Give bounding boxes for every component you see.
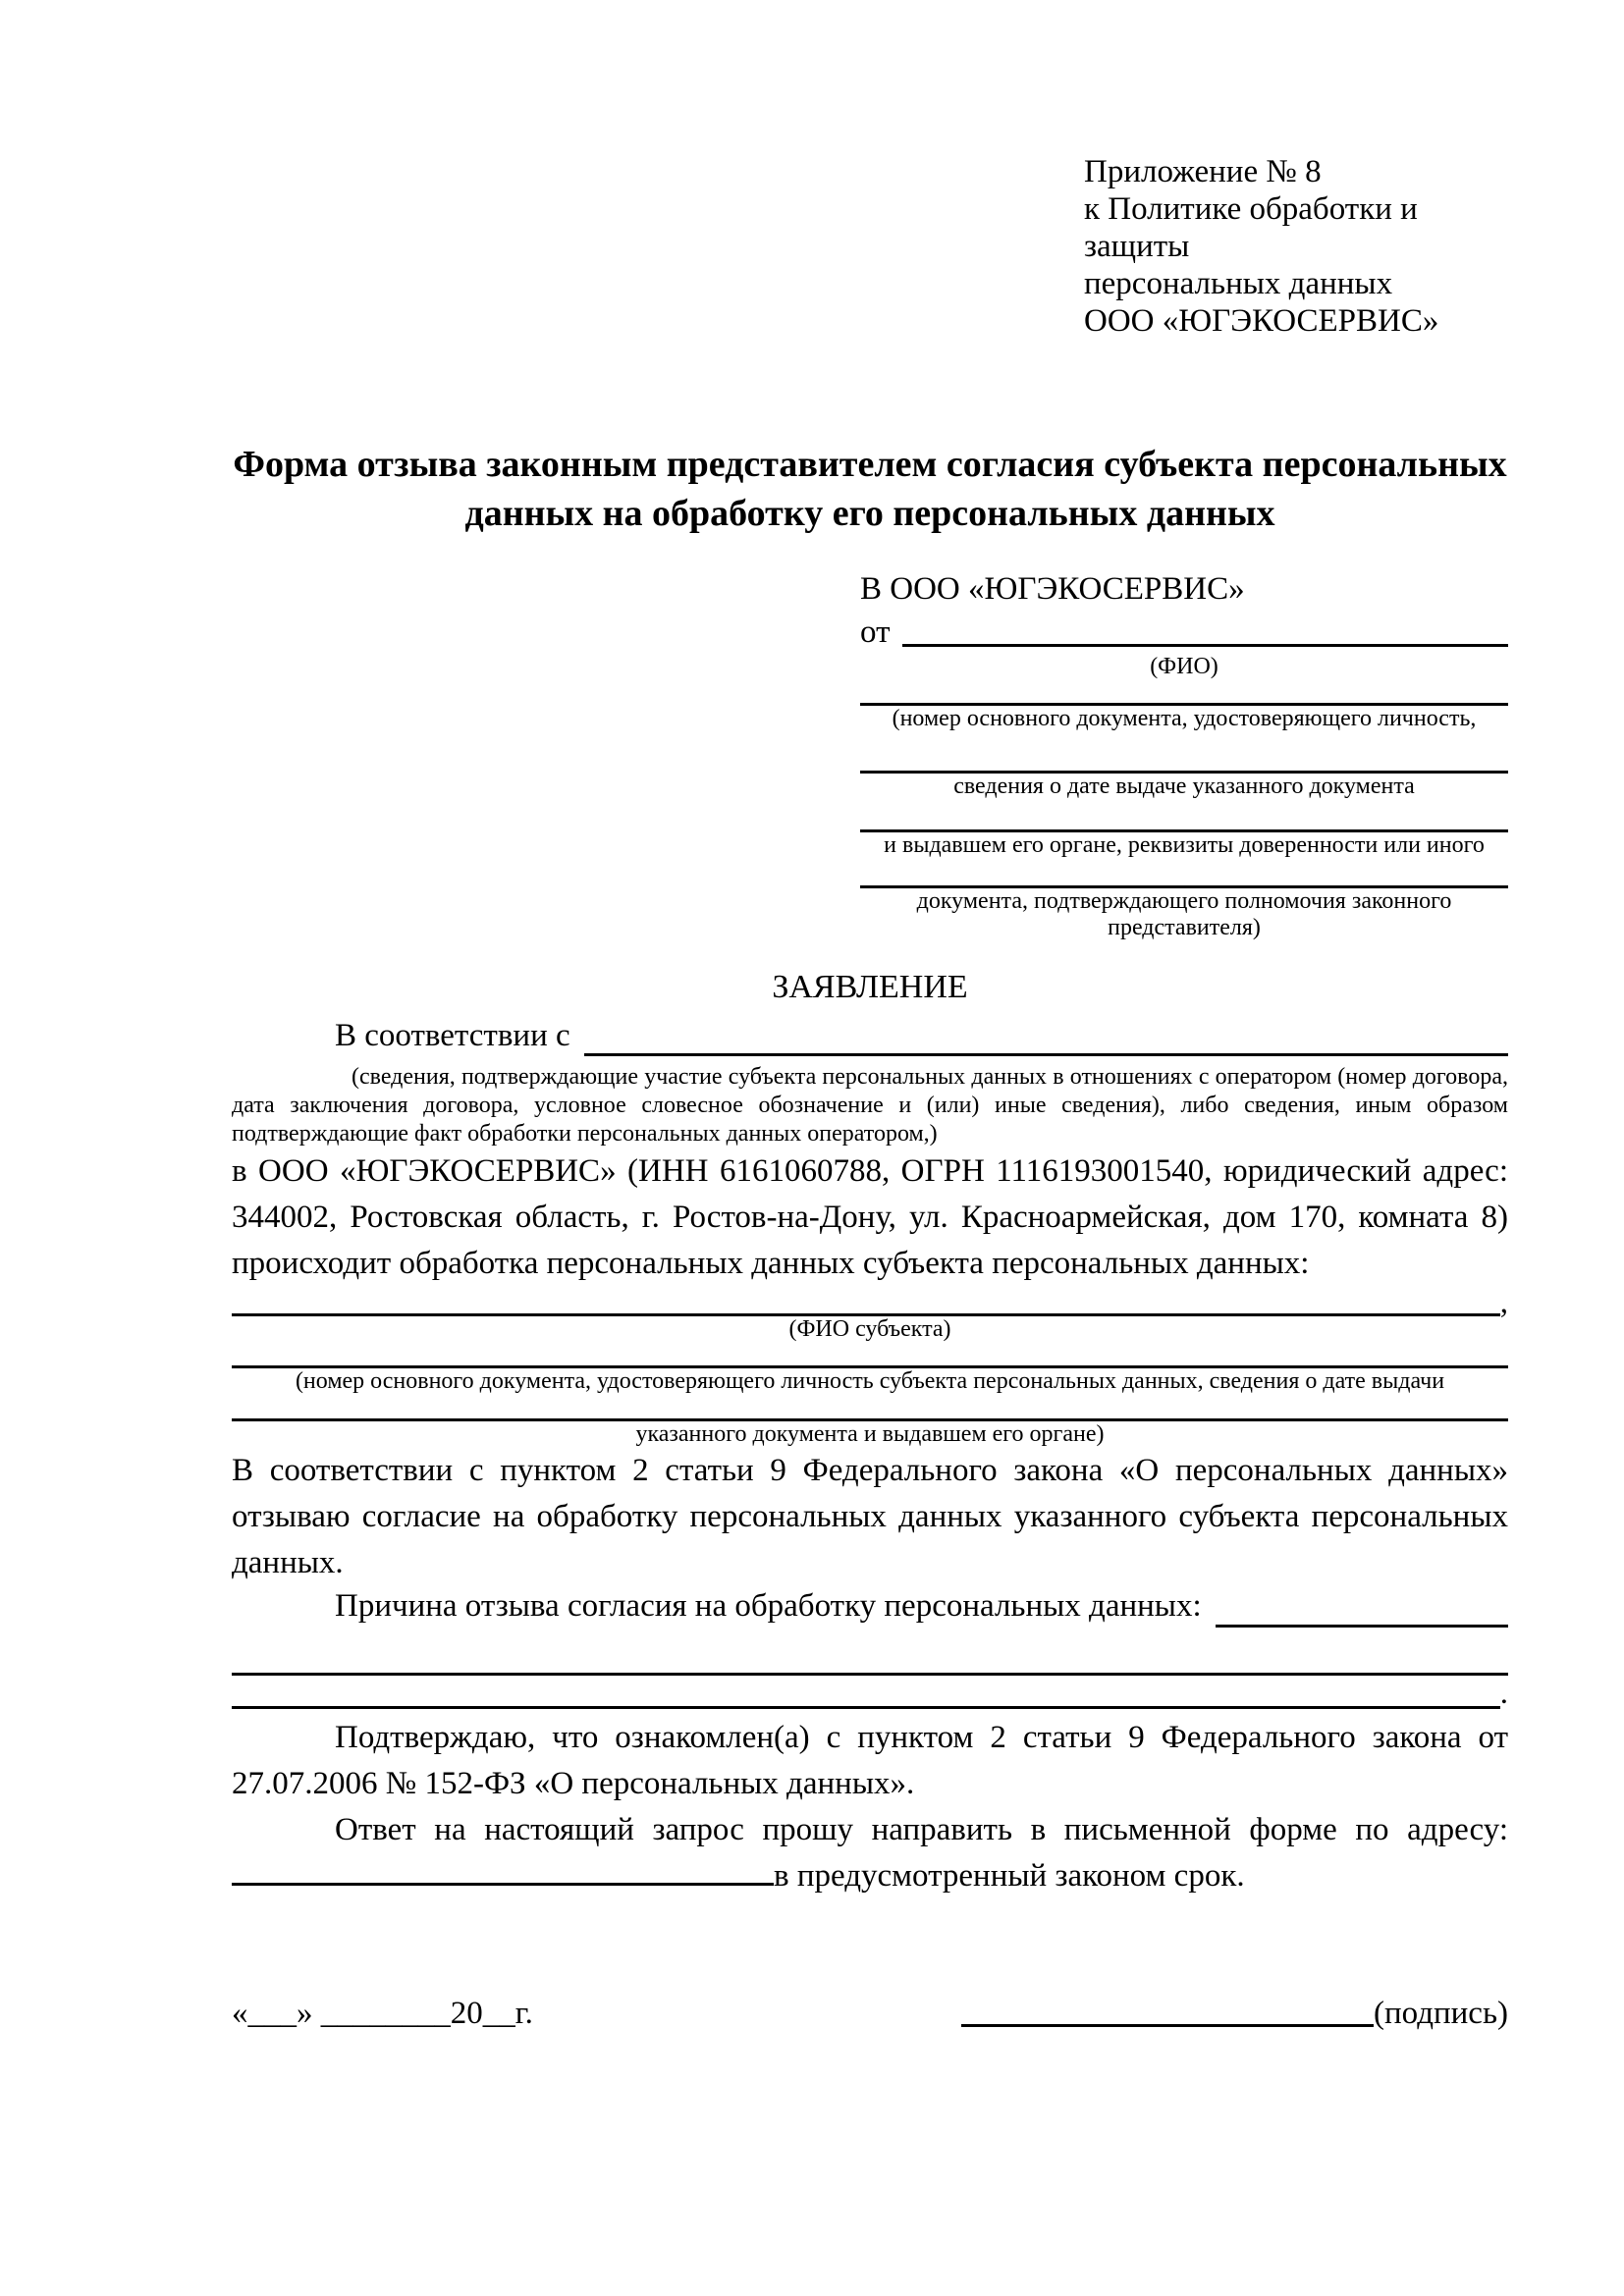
subject-doc-caption: (номер основного документа, удостоверяющего личность субъекта персональных данных, сведения о дате выдачи [295, 1368, 1445, 1394]
fio-caption: (ФИО) [1150, 654, 1218, 679]
reason-blank-line [1216, 1588, 1508, 1628]
document-title: Форма отзыва законным представителем согласия субъекта персональных данных на обработку его персональных данных [233, 444, 1507, 534]
representative-doc-caption: сведения о дате выдаче указанного документа [953, 774, 1415, 799]
operator-paragraph: в ООО «ЮГЭКОСЕРВИС» (ИНН 6161060788, ОГРН 1116193001540, юридический адрес: 344002, Ростовская область, г. Ростов-на-Дону, ул. Красноармейская, дом 170, комната 8) происходит обработка персональных данных субъекта персональных данных: [232, 1153, 1508, 1281]
from-row [860, 611, 1508, 654]
addressee-to-line: В ООО «ЮГЭКОСЕРВИС» [860, 571, 1245, 607]
reason-row [232, 1588, 1508, 1634]
representative-doc-caption: и выдавшем его органе, реквизиты доверенности или иного [884, 832, 1485, 858]
withdrawal-paragraph: В соответствии с пунктом 2 статьи 9 Федерального закона «О персональных данных» отзываю согласие на обработку персональных данных указанного субъекта персональных данных. [232, 1453, 1508, 1580]
period-mark: . [1499, 1676, 1508, 1711]
signature-blank-line [961, 1992, 1374, 2027]
reason-extra-blank-line [232, 1676, 1500, 1709]
basis-blank-line [584, 1018, 1508, 1056]
representative-doc-caption: (номер основного документа, удостоверяющего личность, [892, 706, 1477, 731]
subject-fio-caption: (ФИО субъекта) [788, 1316, 951, 1342]
from-label: от [860, 614, 891, 650]
date-blank-text: «___» ________20__г. [232, 1996, 533, 2031]
subject-fio-row [232, 1285, 1508, 1320]
subject-doc-blank-line [232, 1343, 1508, 1368]
representative-doc-blank-line [860, 800, 1508, 832]
reply-address-blank-line [232, 1853, 774, 1886]
basis-caption: (сведения, подтверждающие участие субъекта персональных данных в отношениях с оператором (номер договора, дата заключения договора, условное словесное обозначение и (или) иные сведения), либо сведения, иным образом подтверждающие факт обработки персональных данных оператором,) [232, 1064, 1508, 1147]
reply-lead: Ответ на настоящий запрос прошу направить в письменной форме по адресу: [335, 1812, 1508, 1847]
addressee-block [860, 567, 1508, 941]
representative-doc-caption: документа, подтверждающего полномочия законного представителя) [916, 888, 1452, 940]
subject-doc-blank-line [232, 1395, 1508, 1421]
annex-block [1084, 153, 1508, 340]
signature-row [232, 1992, 1508, 2035]
signature-caption: (подпись) [1374, 1996, 1508, 2031]
statement-heading: ЗАЯВЛЕНИЕ [772, 969, 968, 1005]
representative-doc-blank-line [860, 732, 1508, 774]
annex-line: персональных данных [1084, 266, 1393, 301]
reason-extra-row [232, 1676, 1508, 1711]
confirmation-paragraph: Подтверждаю, что ознакомлен(а) с пунктом 2 статьи 9 Федерального закона от 27.07.2006 № 152-ФЗ «О персональных данных». [232, 1720, 1508, 1801]
reply-tail: в предусмотренный законом срок. [774, 1858, 1245, 1894]
basis-label: В соответствии с [335, 1018, 570, 1053]
representative-doc-blank-line [860, 680, 1508, 706]
basis-row [232, 1018, 1508, 1063]
annex-line: ООО «ЮГЭКОСЕРВИС» [1084, 303, 1439, 339]
subject-fio-blank-line [232, 1289, 1500, 1316]
reason-extra-blank-line [232, 1634, 1508, 1676]
representative-fio-blank-line [902, 611, 1509, 647]
signature-area [961, 1992, 1508, 2035]
subject-doc-caption: указанного документа и выдавшем его органе) [635, 1421, 1105, 1447]
reason-label: Причина отзыва согласия на обработку персональных данных: [335, 1588, 1202, 1624]
annex-line: к Политике обработки и защиты [1084, 191, 1418, 264]
comma-mark: , [1499, 1285, 1508, 1320]
reply-paragraph [232, 1807, 1508, 1899]
annex-line: Приложение № 8 [1084, 154, 1322, 189]
representative-doc-blank-line [860, 859, 1508, 888]
